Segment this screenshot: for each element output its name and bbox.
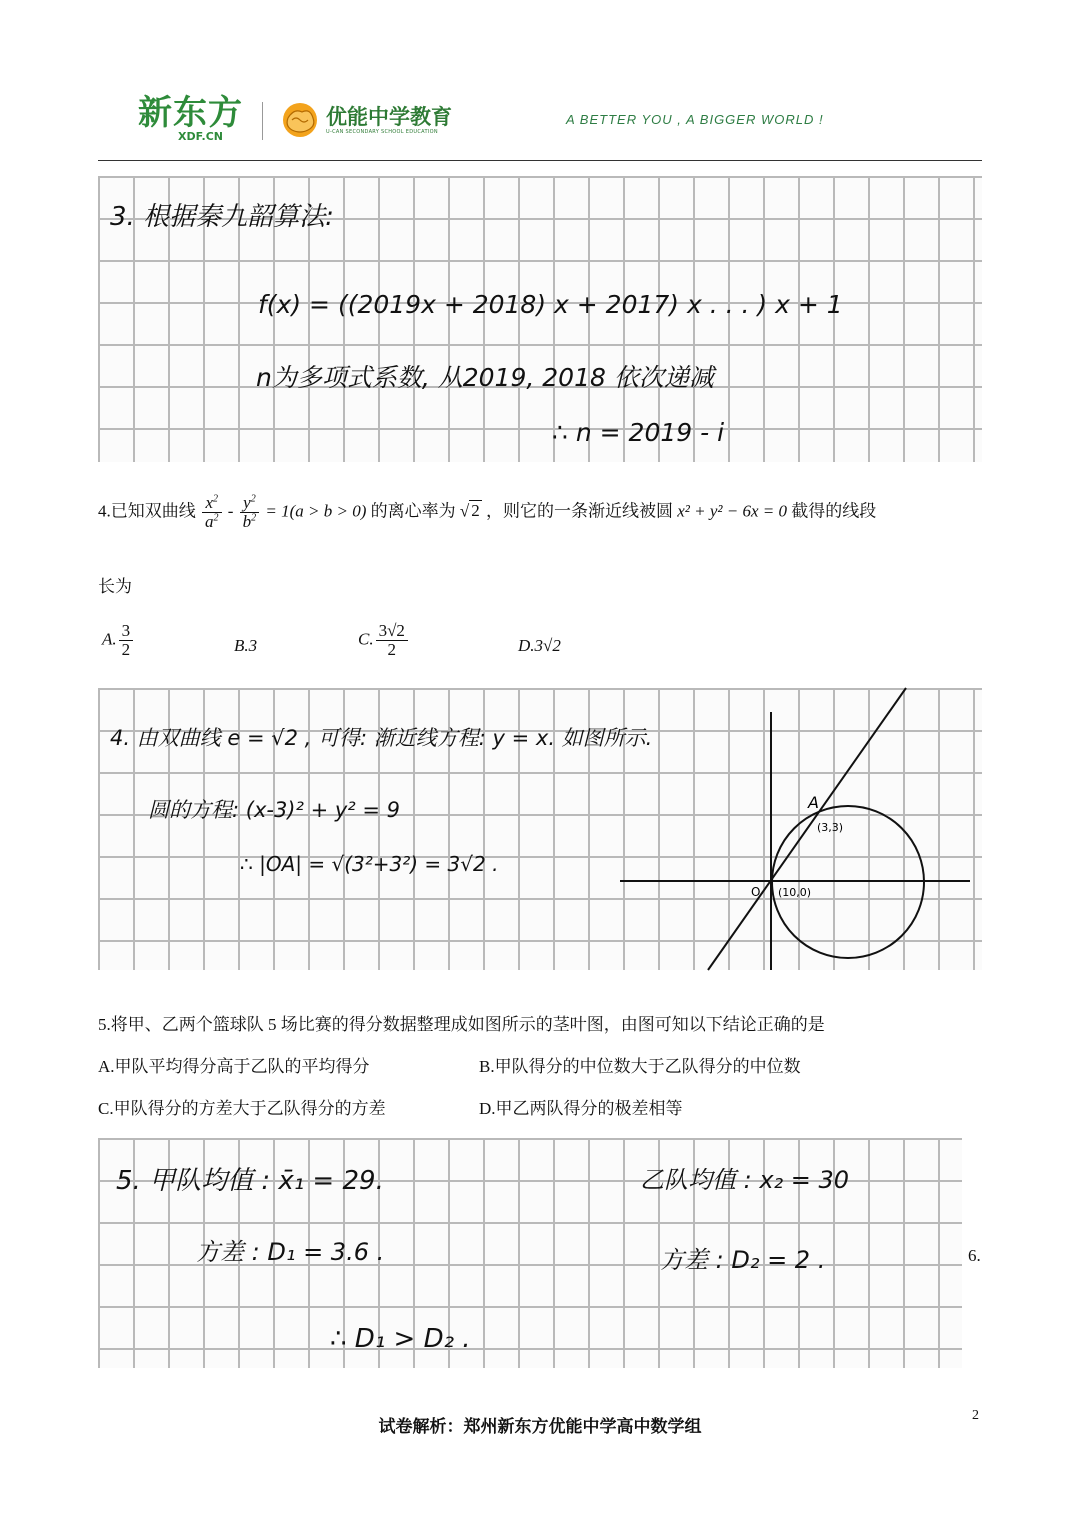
q4-mid1: 的离心率为 xyxy=(370,501,456,521)
q5-option-a: A.甲队平均得分高于乙队的平均得分 xyxy=(98,1057,370,1076)
q5-option-b: B.甲队得分的中位数大于乙队得分的中位数 xyxy=(479,1057,801,1076)
label-10-0: (10,0) xyxy=(778,886,812,899)
q4-option-a: A. $\frac{3}{2}$ xyxy=(102,622,135,659)
q4-prefix: 4.已知双曲线 xyxy=(98,501,196,521)
xdf-logo-text: 新东方 xyxy=(138,93,243,133)
q4-eq-part: = 1(a > b > 0) xyxy=(265,501,367,521)
q4-frac-y: $\frac{y^2}{b^2}$ xyxy=(240,494,260,531)
solution-4-line1: 4. 由双曲线 e = √2 , 可得: 渐近线方程: y = x. 如图所示. xyxy=(110,726,653,750)
asymptote-line xyxy=(708,688,906,970)
q4-option-d: D.3√2 xyxy=(518,636,561,655)
solution-5-line2b: 方差 : D₂ = 2 . xyxy=(660,1246,826,1274)
page-number: 2 xyxy=(972,1408,979,1423)
label-o: O xyxy=(751,885,761,899)
xdf-logo-sub: XDF.CN xyxy=(178,130,223,143)
header-rule xyxy=(98,160,982,161)
brain-icon xyxy=(280,100,320,140)
q4-mid2: ，则它的一条渐近线被圆 xyxy=(486,501,674,521)
solution-3-formula: f(x) = ((2019x + 2018) x + 2017) x . . . ) x + 1 xyxy=(258,290,843,319)
question-5-stem: 5.将甲、乙两个篮球队 5 场比赛的得分数据整理成如图所示的茎叶图，由图可知以下结论正确的是 xyxy=(98,1015,825,1034)
header-divider xyxy=(262,102,263,140)
slogan: A BETTER YOU , A BIGGER WORLD ! xyxy=(566,112,824,127)
youneng-logo-text: 优能中学教育 xyxy=(326,105,452,129)
xdf-logo xyxy=(138,95,243,143)
q4-option-b: B.3 xyxy=(234,636,258,655)
solution-4-figure xyxy=(618,686,978,972)
q4-mid3: 截得的线段 xyxy=(791,501,877,521)
solution-4-line2: 圆的方程: (x-3)² + y² = 9 xyxy=(148,798,401,822)
q4-frac-x: $\frac{x^2}{a^2}$ xyxy=(202,494,222,531)
q5-option-c: C.甲队得分的方差大于乙队得分的方差 xyxy=(98,1099,386,1118)
solution-4-line3: ∴ |OA| = √(3²+3²) = 3√2 . xyxy=(240,852,499,876)
q4-option-c: C. $\frac{3√2}{2}$ xyxy=(358,622,410,659)
solution-5-line1a: 5. 甲队均值 : x̄₁ = 29. xyxy=(116,1166,384,1196)
q4-minus: - xyxy=(227,501,234,521)
label-a: A xyxy=(808,793,819,812)
q5-option-d: D.甲乙两队得分的极差相等 xyxy=(479,1099,683,1118)
q4-circle-eq: x² + y² − 6x = 0 xyxy=(677,501,788,521)
solution-5-line2a: 方差 : D₁ = 3.6 . xyxy=(196,1238,385,1266)
youneng-logo-sub: U-CAN SECONDARY SCHOOL EDUCATION xyxy=(326,129,438,135)
question-4-stem xyxy=(98,494,876,531)
solution-5-line1b: 乙队均值 : x₂ = 30 xyxy=(640,1166,850,1194)
footer-text: 试卷解析：郑州新东方优能中学高中数学组 xyxy=(378,1417,702,1437)
solution-3-note: n为多项式系数, 从2019, 2018 依次递减 xyxy=(256,363,714,392)
side-number-6: 6. xyxy=(968,1246,981,1265)
youneng-logo xyxy=(280,100,452,140)
label-3-3: (3,3) xyxy=(817,821,844,834)
solution-3-title: 3. 根据秦九韶算法: xyxy=(110,202,334,232)
solution-3-result: ∴ n = 2019 - i xyxy=(552,418,725,447)
solution-5-line3: ∴ D₁ > D₂ . xyxy=(330,1324,471,1354)
question-4-line2: 长为 xyxy=(98,577,132,596)
q4-sqrt2: √ 2 xyxy=(459,501,480,521)
